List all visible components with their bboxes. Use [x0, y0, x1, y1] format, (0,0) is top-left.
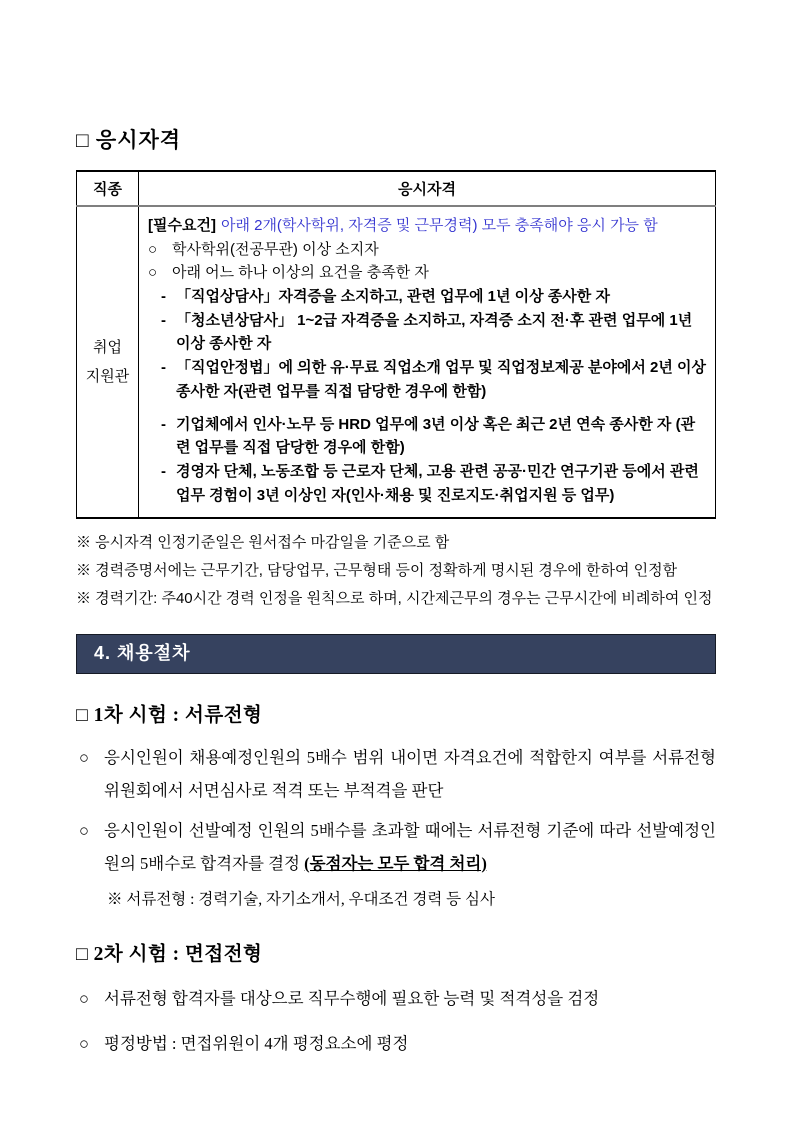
- bullet-text: 서류전형 합격자를 대상으로 직무수행에 필요한 능력 및 적격성을 검정: [104, 988, 600, 1008]
- required-label: [필수요건]: [148, 217, 216, 234]
- bullet-text-normal: 응시인원이 선발예정 인원의 5배수를 초과할 때에는 서류전형 기준에 따라 선발예정인원의 5배수로 합격자를 결정: [104, 820, 716, 873]
- qualification-sub-item: [148, 356, 709, 403]
- qualification-section-title: □ 응시자격: [76, 128, 182, 152]
- table-row: [77, 206, 716, 518]
- bullet-text: 평정방법 : 면접위원이 4개 평정요소에 평정: [104, 1033, 409, 1053]
- table-header-job-type: 직종: [77, 171, 139, 206]
- qualification-sub-item: [148, 285, 709, 309]
- circle-bullet-marker: ○: [148, 264, 158, 282]
- note-line: ※ 경력증명서에는 근무기간, 담당업무, 근무형태 등이 정확하게 명시된 경우에 한하여 인정함: [76, 562, 678, 579]
- qualification-sub-item-text: 「직업상담사」자격증을 소지하고, 관련 업무에 1년 이상 종사한 자: [176, 288, 610, 306]
- qualification-sub-item-text: 경영자 단체, 노동조합 등 근로자 단체, 고용 관련 공공·민간 연구기관 등에서 관련 업무 경험이 3년 이상인 자(인사·채용 및 진로지도·취업지원 등 업무): [176, 462, 699, 504]
- qualification-cell: [139, 206, 716, 518]
- qualification-notes: [76, 529, 716, 612]
- qualification-sub-item-text: 「직업안정법」에 의한 유·무료 직업소개 업무 및 직업정보제공 분야에서 2년 이상 종사한 자(관련 업무를 직접 담당한 경우에 한함): [176, 359, 707, 400]
- qualification-sub-item-text: 기업체에서 인사·노무 등 HRD 업무에 3년 이상 혹은 최근 2년 연속 종사한 자 (관련 업무를 직접 담당한 경우에 한함): [176, 415, 696, 457]
- job-type-line: 취업: [93, 338, 122, 356]
- required-text: 아래 2개(학사학위, 자격증 및 근무경력) 모두 충족해야 응시 가능 함: [220, 217, 658, 234]
- table-header-qualification: 응시자격: [139, 171, 716, 206]
- procedure-section-banner: [76, 634, 716, 674]
- table-header-row: [77, 171, 716, 206]
- bullet-text: [104, 814, 716, 880]
- procedure-section-banner-label: 4. 채용절차: [94, 642, 191, 663]
- dash-bullet-marker: -: [161, 288, 166, 306]
- circle-bullet-marker: ○: [79, 988, 89, 1008]
- dash-bullet-marker: -: [161, 311, 166, 329]
- qualification-table: [76, 170, 716, 519]
- bullet-text-emphasis: (동점자는 모두 합격 처리): [304, 853, 487, 873]
- required-condition-line: [148, 214, 709, 238]
- job-type-line: 지원관: [85, 368, 130, 386]
- bullet-text: 응시인원이 채용예정인원의 5배수 범위 내이면 자격요건에 적합한지 여부를 서류전형위원회에서 서면심사로 적격 또는 부적격을 판단: [104, 747, 716, 800]
- dash-bullet-marker: -: [161, 359, 166, 377]
- job-type-cell: [77, 206, 139, 518]
- bullet-item: [76, 1027, 716, 1060]
- qualification-sub-item-text: 「청소년상담사」 1~2급 자격증을 소지하고, 자격증 소지 전·후 관련 업무에 1년 이상 종사한 자: [176, 311, 693, 353]
- second-exam-bullets: [76, 982, 716, 1060]
- bullet-item: [76, 814, 716, 880]
- qualification-item-text: 아래 어느 하나 이상의 요건을 충족한 자: [172, 264, 429, 282]
- circle-bullet-marker: ○: [79, 747, 89, 767]
- dash-bullet-marker: -: [161, 415, 166, 433]
- qualification-sub-item: [148, 309, 709, 356]
- qualification-item-text: 학사학위(전공무관) 이상 소지자: [172, 240, 379, 258]
- circle-bullet-marker: ○: [79, 820, 89, 840]
- bullet-item: [76, 741, 716, 807]
- qualification-sub-item: [148, 460, 709, 507]
- second-exam-title: □ 2차 시험 : 면접전형: [76, 943, 263, 965]
- dash-bullet-marker: -: [161, 462, 166, 480]
- note-line: ※ 응시자격 인정기준일은 원서접수 마감일을 기준으로 함: [76, 534, 450, 552]
- bullet-item: [76, 982, 716, 1015]
- qualification-item: [148, 238, 709, 262]
- qualification-sub-item: [148, 413, 709, 460]
- circle-bullet-marker: ○: [79, 1033, 89, 1053]
- first-exam-bullets: [76, 741, 716, 913]
- screening-note: ※ 서류전형 : 경력기술, 자기소개서, 우대조건 경력 등 심사: [107, 890, 495, 908]
- qualification-item: [148, 261, 709, 285]
- circle-bullet-marker: ○: [148, 240, 158, 258]
- note-line: ※ 경력기간: 주40시간 경력 인정을 원칙으로 하며, 시간제근무의 경우는 근무시간에 비례하여 인정: [76, 589, 713, 607]
- first-exam-title: □ 1차 시험 : 서류전형: [76, 704, 263, 726]
